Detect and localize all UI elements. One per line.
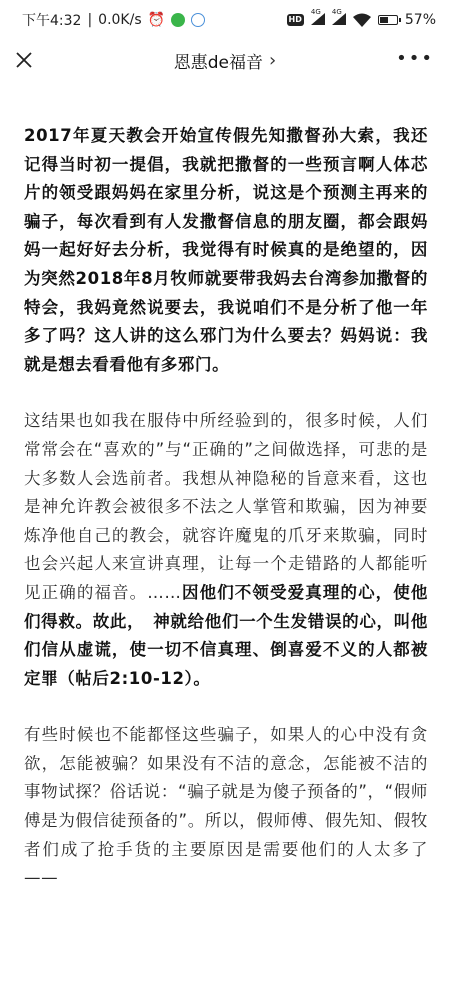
separator: | [87, 12, 93, 28]
wifi-icon [353, 13, 371, 27]
paragraph-1: 2017年夏天教会开始宣传假先知撒督孙大索，我还记得当时初一提倡，我就把撒督的一些预言啊人体芯片的领受跟妈妈在家里分析，说这是个预测主再来的骗子，每次看到有人发撒督信息的朋友圈，都会跟妈妈一起好好去分析，我觉得有时候真的是绝望的，因为突然2018年8月牧师就要带我妈去台湾参加撒督的特会，我妈竟然说要去，我说咱们不是分析了他一年多了吗？这人讲的这么邪门为什么要去？妈妈说：我就是想去看看他有多邪门。 [24, 126, 428, 374]
battery-percent: 57% [404, 12, 436, 28]
paragraph-2 [24, 407, 428, 693]
paragraph-2-scripture: 因他们不领受爱真理的心，使他们得救。故此， 神就给他们一个生发错误的心，叫他们信从虚谎，使一切不信真理、倒喜爱不义的人都被定罪（帖后2:10-12）。 [24, 582, 428, 688]
shield-icon [191, 13, 205, 27]
network-speed: 0.0K/s [98, 12, 142, 28]
paragraph-2-text: 这结果也如我在服侍中所经验到的，很多时候，人们常常会在“喜欢的”与“正确的”之间做选择，可悲的是大多数人会选前者。我想从神隐秘的旨意来看，这也是神允许教会被很多不法之人掌管和欺骗，因为神要炼净他自己的教会，就容许魔鬼的爪牙来欺骗，同时也会兴起人来宣讲真理，让每一个走错路的人都能听见正确的福音。…… [24, 411, 428, 602]
close-icon[interactable] [12, 48, 36, 72]
status-right [280, 8, 436, 28]
alarm-icon: ⏰ [147, 12, 166, 28]
signal-icon-1 [310, 8, 325, 27]
status-time: 下午4:32 [22, 13, 82, 29]
more-options-icon[interactable]: ••• [396, 48, 434, 69]
status-left [22, 10, 211, 30]
paragraph-3: 有些时候也不能都怪这些骗子，如果人的心中没有贪欲，怎能被骗？如果没有不洁的意念，怎能被不洁的事物试探？俗话说：“骗子就是为傻子预备的”，“假师傅是为假信徒预备的”。所以，假师傅、假先知、假牧者们成了抢手货的主要原因是需要他们的人太多了—— [24, 725, 428, 888]
signal-2-label: 4G [331, 8, 342, 16]
hd-icon: HD [288, 15, 302, 24]
status-bar [0, 0, 450, 40]
chevron-right-icon: › [269, 49, 277, 71]
nav-bar [0, 40, 450, 80]
app-notification-icon [171, 13, 185, 27]
account-title[interactable] [174, 48, 276, 73]
article-body [24, 122, 428, 921]
account-name: 恩惠de福音 [173, 52, 264, 73]
battery-icon [378, 15, 398, 25]
battery-fill [380, 17, 389, 23]
signal-icon-2 [331, 8, 346, 27]
signal-1-label: 4G [310, 8, 321, 16]
